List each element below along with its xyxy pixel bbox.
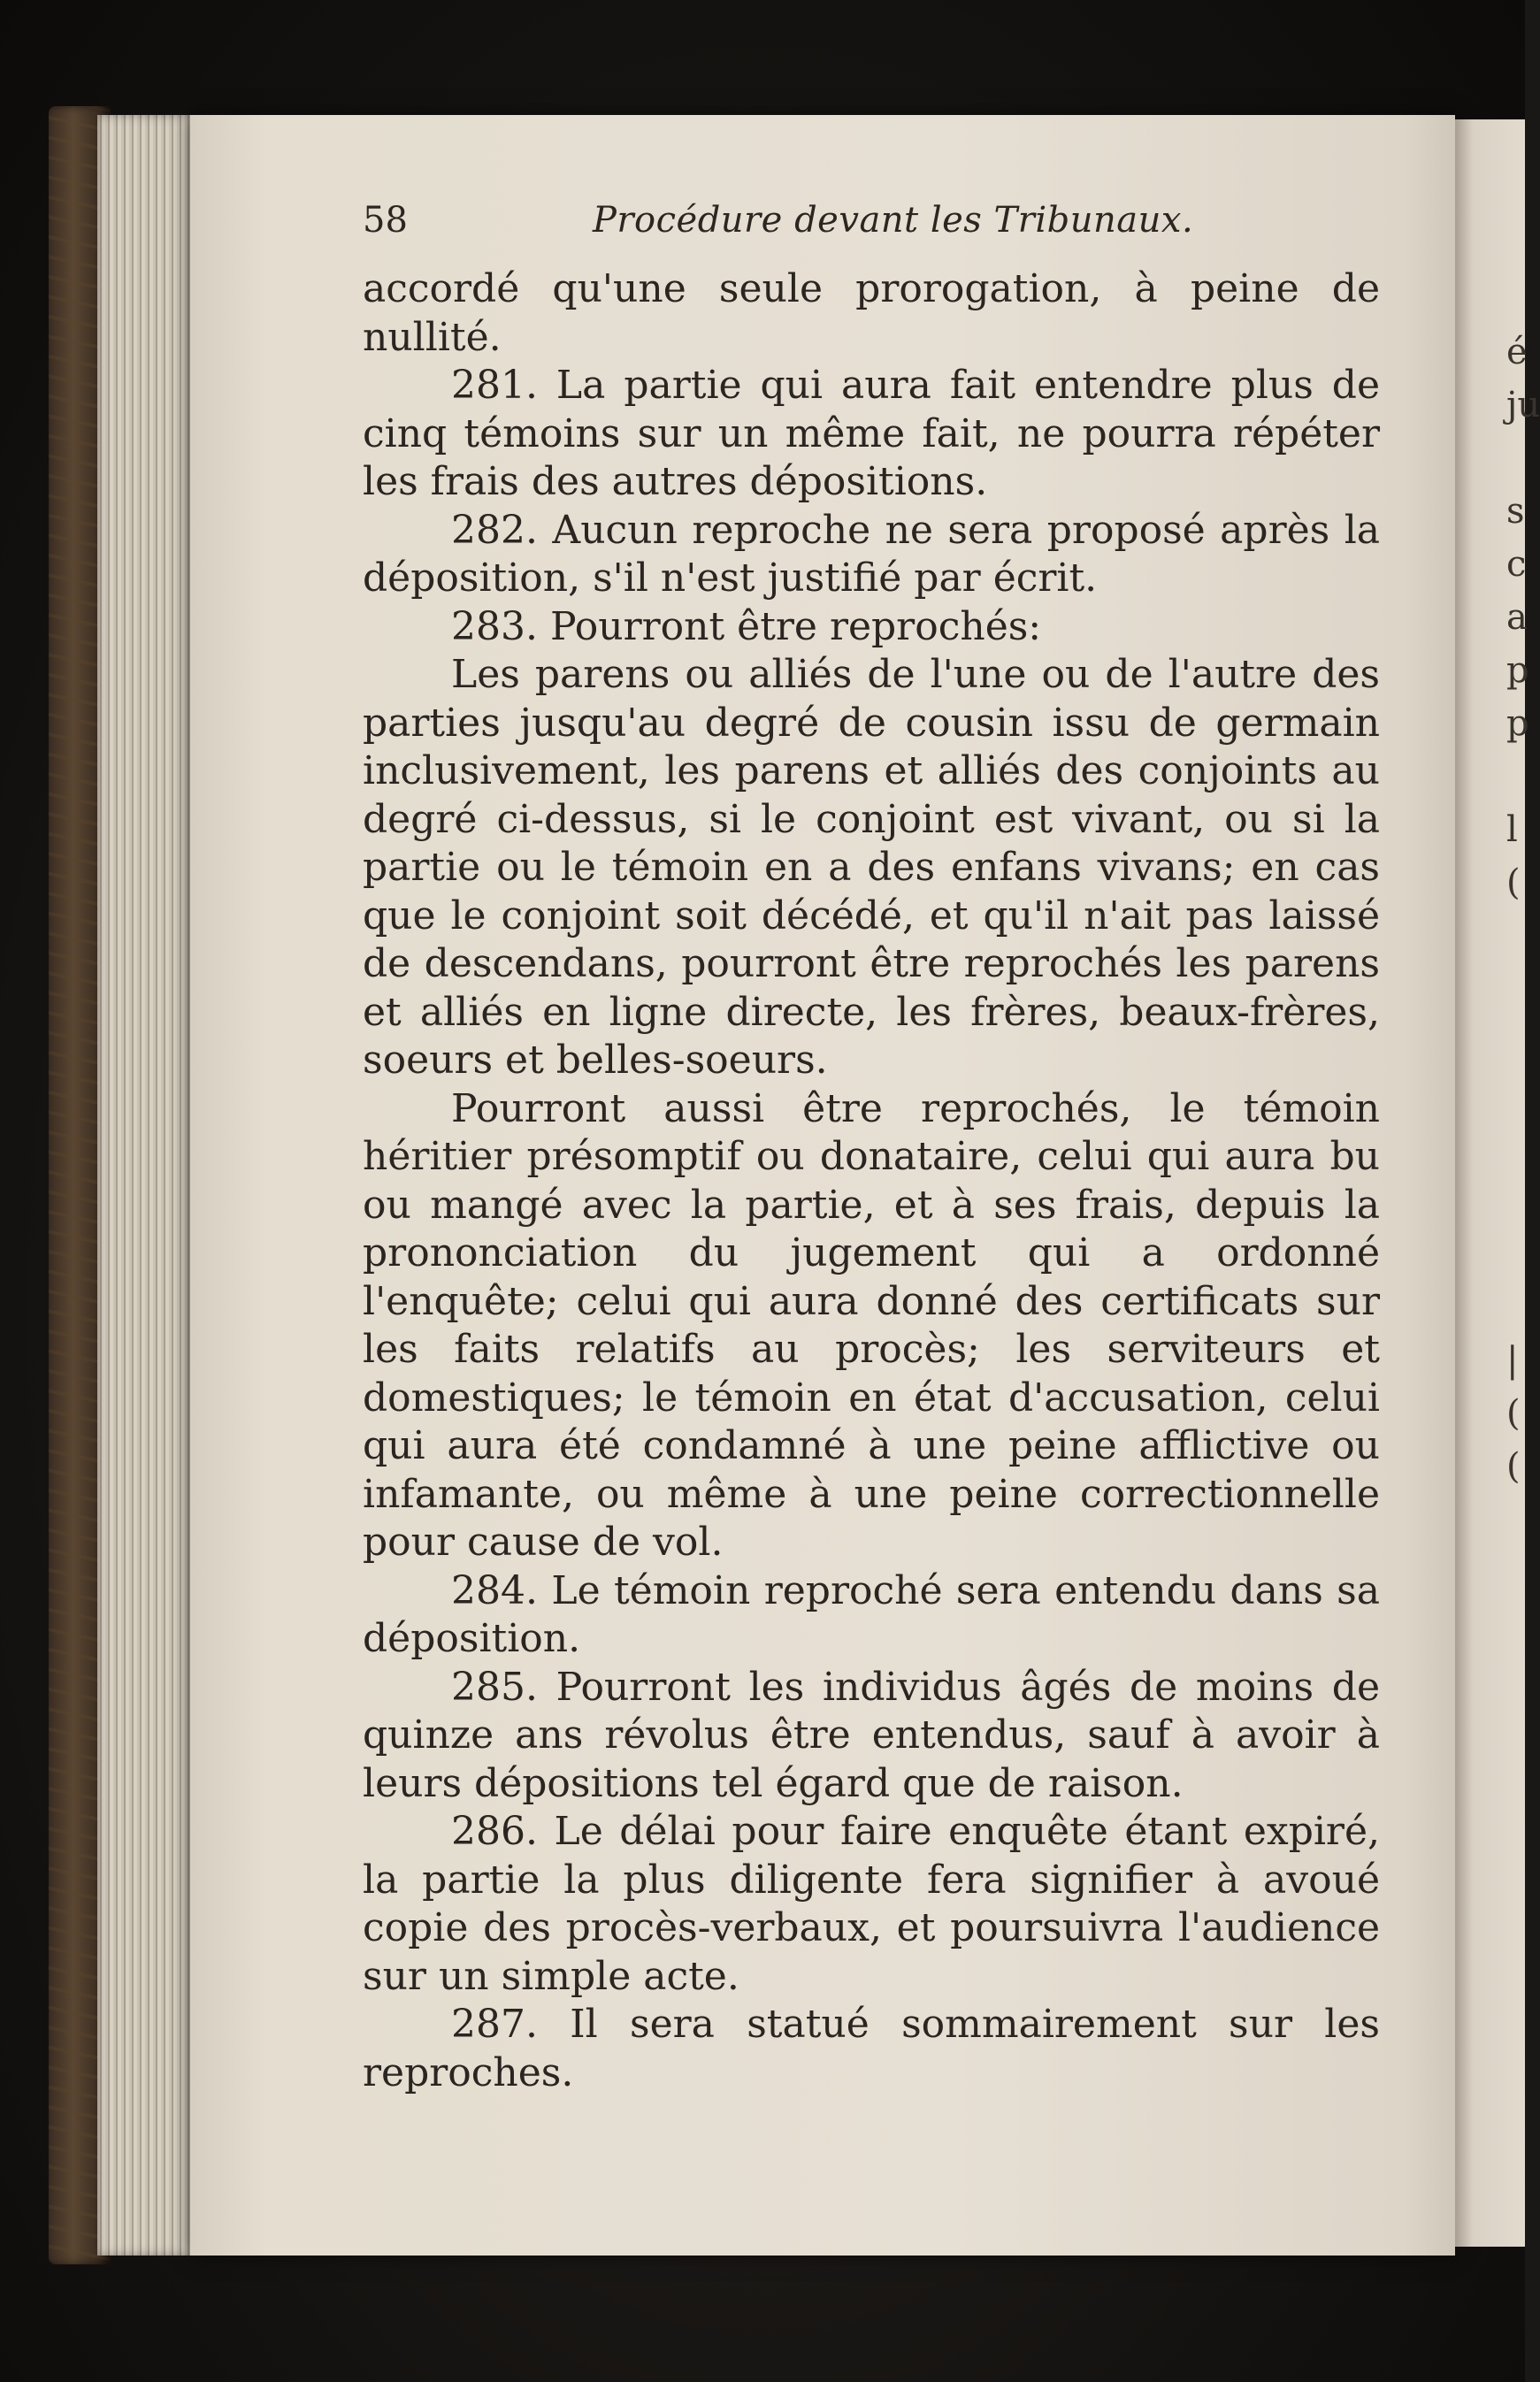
facing-page-glyph: c: [1506, 544, 1527, 585]
running-title: Procédure devant les Tribunaux.: [593, 200, 1194, 241]
stacked-page-edges: [97, 115, 195, 2256]
article-282: 282. Aucun reproche ne sera proposé après la déposition, s'il n'est justifié par écrit.: [363, 507, 1380, 601]
article-281: 281. La partie qui aura fait entendre plus de cinq témoins sur un même fait, ne pourra répéter les frais des autres dépositions.: [363, 363, 1380, 504]
article-283: 283. Pourront être reprochés:: [451, 603, 1042, 649]
article-283-paragraph-2: Pourront aussi être reprochés, le témoin héritier présomptif ou donataire, celui qui aura bu ou mangé avec la partie, et à ses frais, depuis la prononciation du jugement qui a ordonné l'enquête; celui qui aura donné des certificats sur les faits relatifs au procès; les serviteurs et domestiques; le témoin en état d'accusation, celui qui aura été condamné à une peine afflictive ou infamante, ou même à une peine correctionnelle pour cause de vol.: [363, 1085, 1380, 1565]
paragraph-continuation: accordé qu'une seule prorogation, à peine de nullité.: [363, 266, 1380, 360]
facing-page-glyph: p: [1506, 650, 1529, 691]
facing-page-glyph: s: [1506, 491, 1525, 532]
article-286: 286. Le délai pour faire enquête étant expiré, la partie la plus diligente fera signifier à avoué copie des procès-verbaux, et poursuivra l'audience sur un simple acte.: [363, 1809, 1380, 1999]
facing-page-strip: [1455, 119, 1540, 2247]
article-284: 284. Le témoin reproché sera entendu dans sa déposition.: [363, 1567, 1380, 1661]
facing-page-glyph: (: [1506, 1393, 1521, 1434]
article-283-paragraph-1: Les parens ou alliés de l'une ou de l'autre des parties jusqu'au degré de cousin issu de germain inclusivement, les parens et alliés des conjoints au degré ci-dessus, si le conjoint est vivant, ou si la partie ou le témoin en a des enfans vivans; en cas que le conjoint soit décédé, et qu'il n'ait pas laissé de descendans, pourront être reprochés les parens et alliés en ligne directe, les frères, beaux-frères, soeurs et belles-soeurs.: [363, 652, 1380, 1083]
page-header: [358, 193, 1420, 255]
facing-page-glyph: (: [1506, 862, 1521, 903]
facing-page-glyph: (: [1506, 1446, 1521, 1487]
page-number: 58: [363, 200, 408, 241]
facing-page-glyph: p: [1506, 703, 1529, 744]
article-285: 285. Pourront les individus âgés de moins de quinze ans révolus être entendus, sauf à avoir à leurs dépositions tel égard que de raison.: [363, 1664, 1380, 1806]
facing-page-glyph: l: [1506, 809, 1518, 850]
facing-page-glyph: ju: [1506, 385, 1540, 425]
facing-page-glyph: |: [1506, 1340, 1519, 1381]
article-287: 287. Il sera statué sommairement sur les reproches.: [363, 2002, 1380, 2095]
facing-page-glyph: a: [1506, 597, 1528, 638]
page-body-text: [363, 265, 1380, 2097]
facing-page-glyph: é: [1506, 332, 1528, 372]
